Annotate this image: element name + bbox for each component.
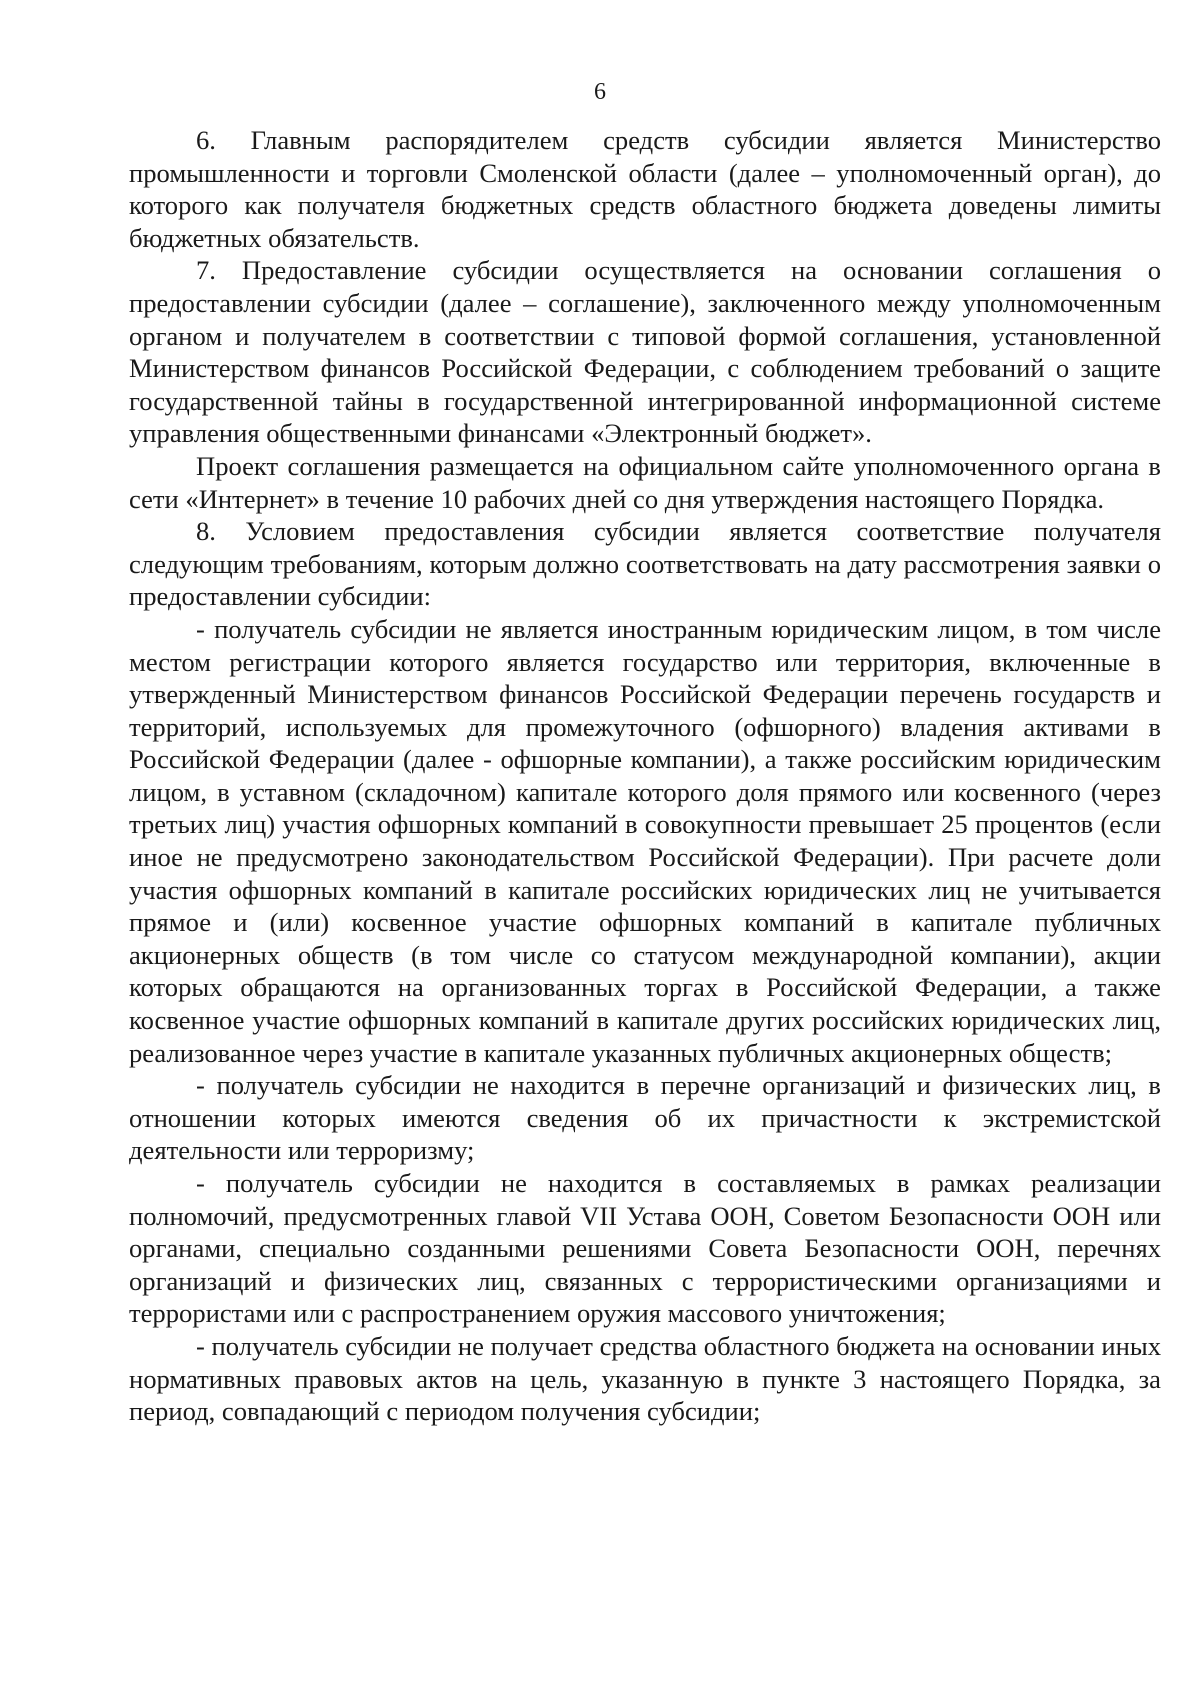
page-number: 6 — [594, 79, 606, 105]
paragraph-6-chief-administrator: 6. Главным распорядителем средств субсидии является Министерство промышленности и торговли Смоленской области (далее – уполномоченный орган), до которого как получателя бюджетных средств областного бюджета доведены лимиты бюджетных обязательств. — [129, 125, 1161, 253]
list-item-not-extremism-list: - получатель субсидии не находится в перечне организаций и физических лиц, в отношении которых имеются сведения об их причастности к экстремистской деятельности или терроризму; — [129, 1070, 1161, 1166]
document-body — [129, 124, 1161, 1428]
list-item-not-foreign-entity: - получатель субсидии не является иностранным юридическим лицом, в том числе местом регистрации которого является государство или территория, включенные в утвержденный Министерством финансов Российской Федерации перечень государств и территорий, используемых для промежуточного (офшорного) владения активами в Российской Федерации (далее - офшорные компании), а также российским юридическим лицом, в уставном (складочном) капитале которого доля прямого или косвенного (через третьих лиц) участия офшорных компаний в совокупности превышает 25 процентов (если иное не предусмотрено законодательством Российской Федерации). При расчете доли участия офшорных компаний в капитале российских юридических лиц не учитывается прямое и (или) косвенное участие офшорных компаний в капитале публичных акционерных обществ (в том числе со статусом международной компании), акции которых обращаются на организованных торгах в Российской Федерации, а также косвенное участие офшорных компаний в капитале других российских юридических лиц, реализованное через участие в капитале указанных публичных акционерных обществ; — [129, 613, 1161, 1068]
paragraph-8-conditions: 8. Условием предоставления субсидии является соответствие получателя следующим требованиям, которым должно соответствовать на дату рассмотрения заявки о предоставлении субсидии: — [129, 516, 1161, 612]
list-item-not-un-list: - получатель субсидии не находится в составляемых в рамках реализации полномочий, предусмотренных главой VII Устава ООН, Советом Безопасности ООН или органами, специально созданными решениями Совета Безопасности ООН, перечнях организаций и физических лиц, связанных с террористическими организациями и террористами или с распространением оружия массового уничтожения; — [129, 1168, 1161, 1329]
paragraph-7-agreement: 7. Предоставление субсидии осуществляется на основании соглашения о предоставлении субсидии (далее – соглашение), заключенного между уполномоченным органом и получателем в соответствии с типовой формой соглашения, установленной Министерством финансов Российской Федерации, с соблюдением требований о защите государственной тайны в государственной интегрированной информационной системе управления общественными финансами «Электронный бюджет». — [129, 255, 1161, 449]
paragraph-draft-agreement: Проект соглашения размещается на официальном сайте уполномоченного органа в сети «Интернет» в течение 10 рабочих дней со дня утверждения настоящего Порядка. — [129, 450, 1161, 514]
list-item-no-other-budget-funds: - получатель субсидии не получает средства областного бюджета на основании иных нормативных правовых актов на цель, указанную в пункте 3 настоящего Порядка, за период, совпадающий с периодом получения субсидии; — [129, 1330, 1161, 1427]
